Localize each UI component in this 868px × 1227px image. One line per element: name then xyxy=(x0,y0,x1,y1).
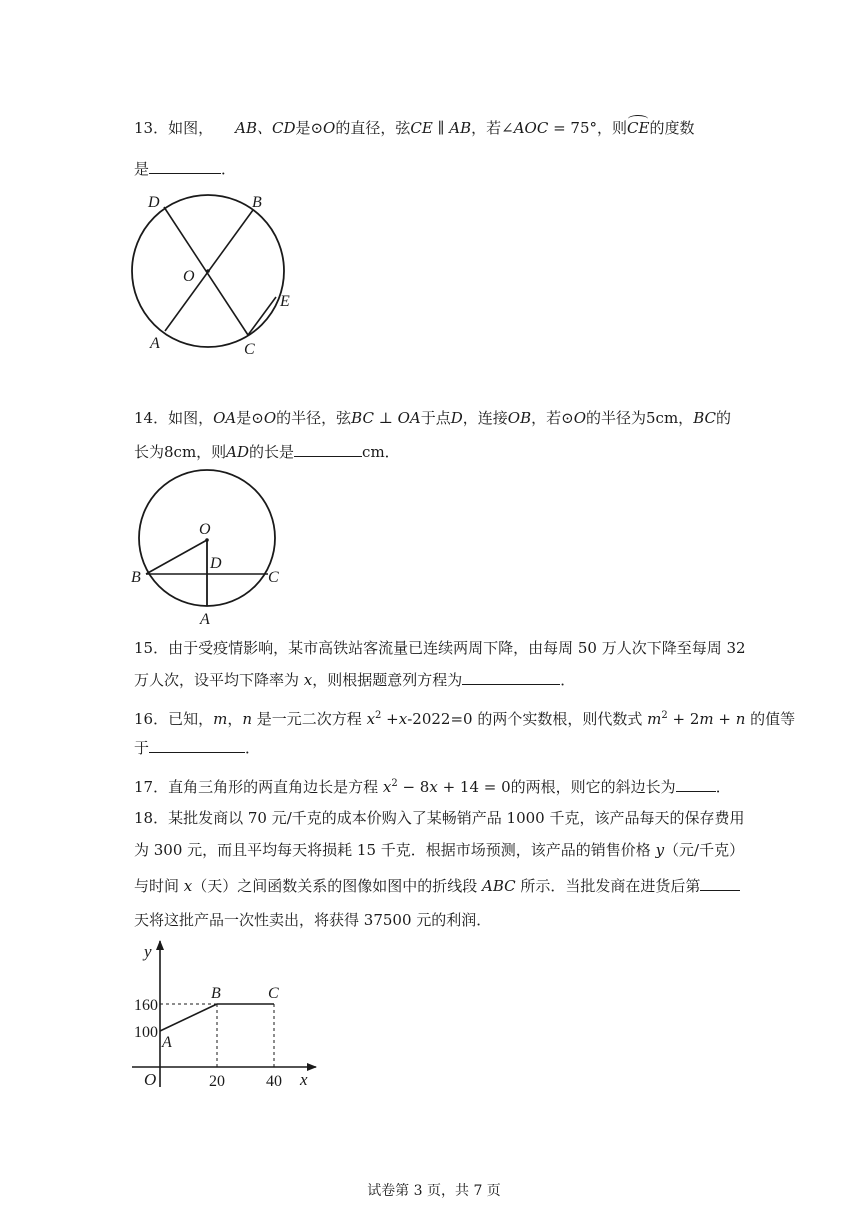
q16-line-1: 16．已知，m，n 是一元二次方程 $x^2 +x-2022=0$ 的两个实数根，则代数式 $m^2 + 2m + n$ 的值等 xyxy=(134,710,796,728)
q14-line-1: 14．如图，OA是⊙O的半径，弦BC ⊥ OA于点D，连接OB，若⊙O的半径为5cm，BC的 xyxy=(134,409,731,427)
q15-line-1: 15．由于受疫情影响，某市高铁站客流量已连续两周下降，由每周 50 万人次下降至每周 32 xyxy=(134,639,746,657)
origin-label: O xyxy=(144,1070,157,1089)
segment-ob xyxy=(146,540,207,574)
q18-line-1: 18．某批发商以 70 元/千克的成本价购入了某畅销产品 1000 千克，该产品每天的保存费用 xyxy=(134,809,745,827)
point-label-b: B xyxy=(211,985,221,1002)
label-d: D xyxy=(210,555,222,572)
q13-line-1: 13．如图， AB、CD是⊙O的直径，弦CE ∥ AB，若∠AOC = 75°，则CE的度数 xyxy=(134,119,695,137)
y-tick-100: 100 xyxy=(134,1024,158,1041)
label-o: O xyxy=(183,268,195,285)
label-b: B xyxy=(131,569,141,586)
q15-line-2: 万人次，设平均下降率为 x，则根据题意列方程为 ． xyxy=(134,671,576,689)
q17-answer-blank[interactable] xyxy=(676,777,716,792)
y-tick-160: 160 xyxy=(134,997,158,1014)
label-c: C xyxy=(244,341,255,358)
q18-answer-blank[interactable] xyxy=(700,876,740,891)
q14-line-2: 长为8cm，则AD的长是 cm． xyxy=(134,443,400,461)
segment-ab xyxy=(160,1004,217,1031)
q13-number: 13． xyxy=(134,119,169,137)
q14-number: 14． xyxy=(134,409,169,427)
q13-circle-figure xyxy=(120,185,310,365)
label-d: D xyxy=(148,194,160,211)
x-tick-20: 20 xyxy=(209,1073,225,1090)
point-label-c: C xyxy=(268,985,279,1002)
q16-answer-blank[interactable] xyxy=(149,738,245,753)
center-point xyxy=(206,269,210,273)
point-label-a: A xyxy=(162,1034,172,1051)
label-a: A xyxy=(150,335,160,352)
chord-ce xyxy=(248,297,276,335)
q18-function-graph xyxy=(120,935,330,1095)
q17-line: 17．直角三角形的两直角边长是方程 $x^2 - 8x + 14 = 0$的两根，则它的斜边长为 ． xyxy=(134,778,731,796)
label-b: B xyxy=(252,194,262,211)
q18-line-2: 为 300 元，而且平均每天将损耗 15 千克．根据市场预测，该产品的销售价格 y（元/千克） xyxy=(134,841,745,859)
q13-line-2: 是 ． xyxy=(134,160,237,178)
y-axis-label: y xyxy=(144,942,152,961)
arc-ce: CE xyxy=(627,119,650,137)
label-e: E xyxy=(280,293,290,310)
x-axis-label: x xyxy=(300,1070,308,1089)
q15-answer-blank[interactable] xyxy=(462,670,560,685)
q18-line-4: 天将这批产品一次性卖出，将获得 37500 元的利润． xyxy=(134,911,492,929)
q13-answer-blank[interactable] xyxy=(149,159,221,174)
center-point xyxy=(205,538,209,542)
page-footer: 试卷第 3 页，共 7 页 xyxy=(367,1183,501,1199)
label-c: C xyxy=(268,569,279,586)
q18-line-3: 与时间 x（天）之间函数关系的图像如图中的折线段 ABC 所示．当批发商在进货后第 xyxy=(134,876,740,896)
label-a: A xyxy=(200,611,210,628)
q16-line-2: 于 ． xyxy=(134,739,261,757)
x-tick-40: 40 xyxy=(266,1073,282,1090)
label-o: O xyxy=(199,521,211,538)
q14-circle-figure xyxy=(125,470,295,628)
q14-answer-blank[interactable] xyxy=(294,442,362,457)
